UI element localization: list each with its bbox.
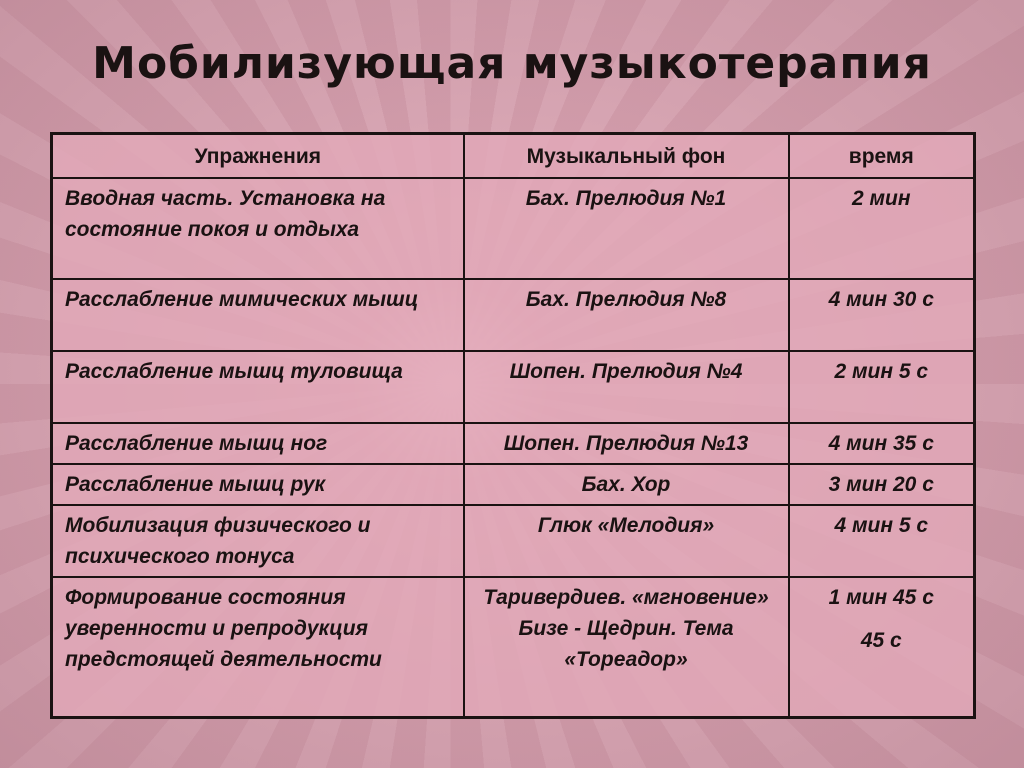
- exercise-cell: Формирование состояния уверенности и репродукция предстоящей деятельности: [52, 577, 464, 717]
- table-row: [52, 423, 975, 464]
- table-header-row: [52, 134, 975, 179]
- time-cell: 4 мин 35 с: [789, 423, 975, 464]
- table-row: [52, 464, 975, 505]
- time-cell: 2 мин 5 с: [789, 351, 975, 423]
- exercise-cell: Расслабление мимических мышц: [52, 279, 464, 351]
- header-music: Музыкальный фон: [464, 134, 789, 179]
- table-row: [52, 505, 975, 577]
- music-line-1: Таривердиев. «мгновение»: [483, 586, 769, 609]
- exercise-cell: Расслабление мышц рук: [52, 464, 464, 505]
- music-cell: Бах. Прелюдия №1: [464, 178, 789, 279]
- header-time: время: [789, 134, 975, 179]
- page-title: Мобилизующая музыкотерапия: [92, 38, 932, 89]
- music-cell: Бах. Прелюдия №8: [464, 279, 789, 351]
- time-line-2: 45 с: [860, 629, 902, 652]
- table-row: [52, 279, 975, 351]
- time-cell: 4 мин 30 с: [789, 279, 975, 351]
- table-row: [52, 178, 975, 279]
- header-exercises: Упражнения: [52, 134, 464, 179]
- exercise-cell: Мобилизация физического и психического тонуса: [52, 505, 464, 577]
- music-cell: [464, 577, 789, 717]
- table-row: [52, 577, 975, 717]
- time-line-1: 1 мин 45 с: [828, 586, 934, 609]
- music-cell: Шопен. Прелюдия №13: [464, 423, 789, 464]
- music-therapy-table: [50, 132, 976, 719]
- music-line-2: Бизе - Щедрин. Тема «Тореадор»: [518, 617, 734, 671]
- music-cell: Бах. Хор: [464, 464, 789, 505]
- time-cell: 3 мин 20 с: [789, 464, 975, 505]
- music-cell: Глюк «Мелодия»: [464, 505, 789, 577]
- time-cell: 4 мин 5 с: [789, 505, 975, 577]
- exercise-cell: Расслабление мышц ног: [52, 423, 464, 464]
- exercise-cell: Расслабление мышц туловища: [52, 351, 464, 423]
- time-cell: 2 мин: [789, 178, 975, 279]
- exercise-cell: Вводная часть. Установка на состояние покоя и отдыха: [52, 178, 464, 279]
- table-row: [52, 351, 975, 423]
- time-cell: [789, 577, 975, 717]
- music-cell: Шопен. Прелюдия №4: [464, 351, 789, 423]
